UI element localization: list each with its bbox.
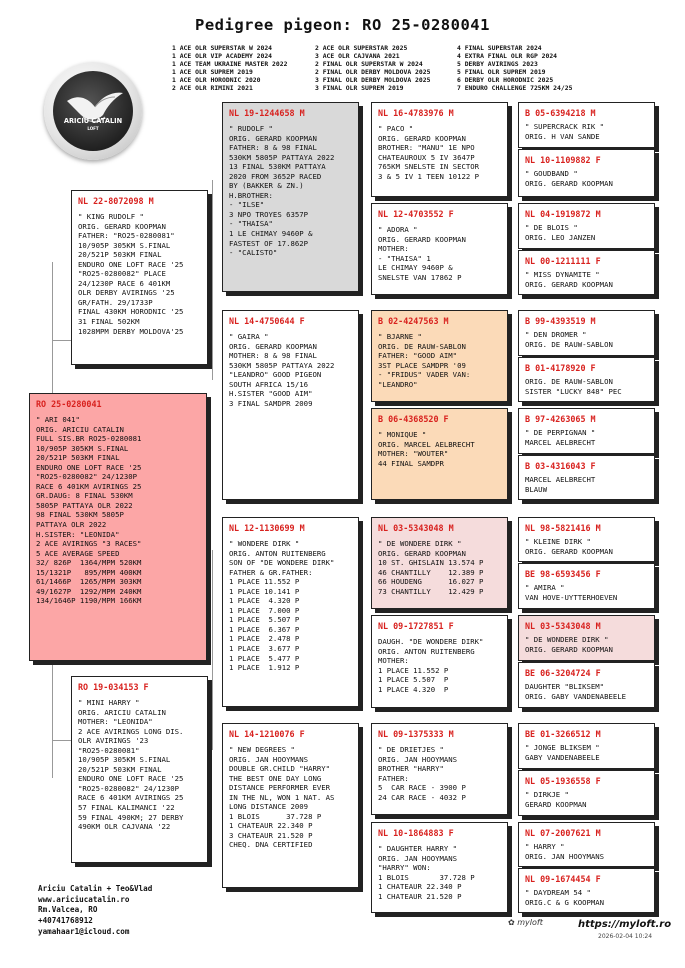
achievements-col-1 <box>172 44 287 93</box>
ring-number: B 05-6394218 M <box>525 108 596 118</box>
pigeon-info: " GAIRA " ORIG. GERARD KOOPMAN MOTHER: 8 & 98 FINAL 530KM 5805P PATTAYA 2022 "LEANDRO" GOOD PIGEON SOUTH AFRICA 15/16 H.SISTER "GOOD AIM" 3 FINAL SAMDPR 2009 <box>229 332 335 408</box>
connector-line <box>510 220 511 260</box>
ring-number: NL 10-1109882 F <box>525 155 601 165</box>
ring-number: NL 03-5343048 M <box>378 523 454 533</box>
pigeon-card-gggp[interactable] <box>518 149 655 197</box>
owner-contact: Ariciu Catalin + Teo&Vlad www.ariciucatalin.ro Rm.Valcea, RO +40741768912 yamahaar1@icloud.com <box>38 884 153 936</box>
pigeon-card-gggp[interactable] <box>518 723 655 769</box>
connector-line <box>510 640 511 670</box>
ring-number: NL 09-1375333 M <box>378 729 454 739</box>
connector-line <box>362 355 363 430</box>
pigeon-info: ORIG. DE RAUW-SABLON SISTER "LUCKY 848" PEC <box>525 377 622 396</box>
pigeon-card-gggp[interactable] <box>518 310 655 356</box>
pigeon-card-ggp[interactable] <box>371 822 508 913</box>
achievement: 1 ACE OLR HORODNIC 2020 <box>172 76 261 85</box>
pigeon-icon: ✿ <box>508 918 515 927</box>
pigeon-card-ggp[interactable] <box>371 408 508 500</box>
achievement: 4 FINAL SUPERSTAR 2024 <box>457 44 542 52</box>
achievement: 2 FINAL OLR SUPERSTAR W 2024 <box>315 60 423 69</box>
achievement: 2 ACE OLR SUPERSTAR 2025 <box>315 44 408 52</box>
achievements-col-3 <box>457 44 572 93</box>
ring-number: B 06-4368520 F <box>378 414 449 424</box>
pigeon-info: " MINI HARRY " ORIG. ARICIU CATALIN MOTHER: "LEONIDA" 2 ACE AVIRINGS LONG DIS. OLR AVIRINGS '23 "RO25-0280081" 10/905P 305KM S.FINAL 20/521P 503KM FINAL ENDURO ONE LOFT RACE '25 "RO25-0280082" 24/1230P RACE 6 401KM AVIRINGS 25 57 FINAL KALIMANCI '22 59 FINAL 490KM; 27 DERBY 490KM OLR CAJVANA '22 <box>78 698 184 832</box>
pigeon-info: " DEN DROMER " ORIG. DE RAUW-SABLON <box>525 330 613 349</box>
connector-line <box>510 425 511 455</box>
connector-line <box>362 560 363 670</box>
ring-number: RO 19-034153 F <box>78 682 149 692</box>
ring-number: BE 01-3266512 M <box>525 729 601 739</box>
pigeon-card-gggp[interactable] <box>518 250 655 295</box>
achievements-col-2 <box>315 44 430 93</box>
pigeon-card-ggp[interactable] <box>371 517 508 609</box>
connector-line <box>212 550 213 750</box>
pigeon-card-gggp[interactable] <box>518 517 655 562</box>
ring-number: NL 12-1130699 M <box>229 523 305 533</box>
pigeon-info: " MISS DYNAMITE " ORIG. GERARD KOOPMAN <box>525 270 613 289</box>
website-link[interactable]: https://myloft.ro <box>578 919 672 930</box>
pigeon-info: " MONIQUE " ORIG. MARCEL AELBRECHT MOTHER: "WOUTER" 44 FINAL SAMDPR <box>378 430 475 468</box>
pigeon-info: " KLEINE DIRK " ORIG. GERARD KOOPMAN <box>525 537 613 556</box>
achievement: 3 FINAL OLR DERBY MOLDOVA 2025 <box>315 76 431 85</box>
pigeon-card-gggp[interactable] <box>518 357 655 402</box>
pigeon-info: " PACO " ORIG. GERARD KOOPMAN BROTHER: "MANU" 1E NPO CHATEAUROUX 5 IV 3647P 765KM SNELSTE IN SECTOR 3 & 5 IV 1 TEEN 10122 P <box>378 124 480 181</box>
achievement: 5 FINAL OLR SUPREM 2019 <box>457 68 546 77</box>
ring-number: NL 09-1727851 F <box>378 621 454 631</box>
ring-number: NL 14-1210076 F <box>229 729 305 739</box>
pigeon-info: " ARI 041" ORIG. ARICIU CATALIN FULL SIS.BR RO25-0280081 10/905P 305KM S.FINAL 20/521P 503KM FINAL ENDURO ONE LOFT RACE '25 "RO25-0280082" 24/1230P RACE 6 401KM AVIRINGS 25 GR.DAUG: 8 FINAL 530KM 5805P PATTAYA OLR 2022 98 FINAL 530KM 5805P PATTAYA OLR 2022 H.SISTER: "LEONIDA" 2 ACE AVIRINGS "3 RACES" 5 ACE AVERAGE SPEED 32/ 826P 1364/MPM 520KM 15/1321P 895/MPM 400KM 61/1466P 1265/MPM 303KM 49/1627P 1292/MPM 240KM 134/1646P 1190/MPM 166KM <box>36 415 142 606</box>
pigeon-info: " DE WONDERE DIRK " ORIG. GERARD KOOPMAN <box>525 635 613 654</box>
pigeon-info: " DAUGHTER HARRY " ORIG. JAN HOOYMANS "HARRY" WON: 1 BLOIS 37.728 P 1 CHATEAUR 22.340 P 1 CHATEAUR 21.520 P <box>378 844 475 901</box>
connector-line <box>510 330 511 360</box>
ring-number: B 99-4393519 M <box>525 316 596 326</box>
pigeon-info: " DE PERPIGNAN " MARCEL AELBRECHT <box>525 428 596 447</box>
connector-line <box>52 340 72 341</box>
ring-number: NL 04-1919872 M <box>525 209 601 219</box>
pigeon-info: " DE BLOIS " ORIG. LEO JANZEN <box>525 223 596 242</box>
pigeon-info: " DIRKJE " GERARD KOOPMAN <box>525 790 587 809</box>
connector-line <box>52 740 72 741</box>
ring-number: NL 09-1674454 F <box>525 874 601 884</box>
pigeon-card-gggp[interactable] <box>518 615 655 661</box>
pigeon-info: " GOUDBAND " ORIG. GERARD KOOPMAN <box>525 169 613 188</box>
pigeon-card-ggp[interactable] <box>371 615 508 708</box>
pigeon-card-gggp[interactable] <box>518 822 655 867</box>
ring-number: NL 03-5343048 M <box>525 621 601 631</box>
ring-number: NL 00-1211111 F <box>525 256 601 266</box>
ring-number: RO 25-0280041 <box>36 399 102 409</box>
ring-number: B 97-4263065 M <box>525 414 596 424</box>
pigeon-card-dam[interactable] <box>71 676 208 863</box>
pigeon-info: " AMIRA " VAN HOVE-UYTTERHOEVEN <box>525 583 618 602</box>
pigeon-card-gggp[interactable] <box>518 408 655 454</box>
ring-number: BE 98-6593456 F <box>525 569 601 579</box>
connector-line <box>510 540 511 570</box>
pigeon-card-sire-sire[interactable] <box>222 102 359 292</box>
pigeon-card-sire-dam[interactable] <box>222 310 359 500</box>
pigeon-info: " RUDOLF " ORIG. GERARD KOOPMAN FATHER: 8 & 98 FINAL 530KM 5805P PATTAYA 2022 13 FINAL 530KM PATTAYA 2020 FROM 3652P RACED BY (BAKKER & ZN.) H.BROTHER: - "ILSE" 3 NPO TROYES 6357P - "THAISA" 1 LE CHIMAY 9460P & FASTEST OF 17.862P - "CALISTO" <box>229 124 335 258</box>
pigeon-info: " ADORA " ORIG. GERARD KOOPMAN MOTHER: - "THAISA" 1 LE CHIMAY 9460P & SNELSTE VAN 17862 P <box>378 225 466 282</box>
ring-number: NL 98-5821416 M <box>525 523 601 533</box>
pigeon-card-subject[interactable] <box>29 393 207 661</box>
connector-line <box>362 760 363 870</box>
connector-line <box>510 745 511 775</box>
achievement: 1 ACE OLR VIP ACADEMY 2024 <box>172 52 273 61</box>
ring-number: B 03-4316043 F <box>525 461 596 471</box>
pigeon-card-ggp[interactable] <box>371 310 508 402</box>
pigeon-info: DAUGH. "DE WONDERE DIRK" ORIG. ANTON RUITENBERG MOTHER: 1 PLACE 11.552 P 1 PLACE 5.507 P 1 PLACE 4.320 P <box>378 637 484 694</box>
achievement: 1 ACE TEAM UKRAINE MASTER 2022 <box>172 60 288 69</box>
connector-line <box>362 150 363 270</box>
pigeon-card-gggp[interactable] <box>518 563 655 609</box>
pigeon-info: " DAYDREAM 54 " ORIG.C & G KOOPMAN <box>525 888 605 907</box>
achievement: 5 DERBY AVIRINGS 2023 <box>457 60 538 69</box>
brand-name: myloft <box>517 918 543 927</box>
pigeon-card-gggp[interactable] <box>518 868 655 913</box>
ring-number: NL 05-1936558 F <box>525 776 601 786</box>
pigeon-info: " HARRY " ORIG. JAN HOOYMANS <box>525 842 605 861</box>
achievement: 1 ACE OLR SUPREM 2019 <box>172 68 253 77</box>
logo-name: ARICIU CATALIN <box>63 117 123 125</box>
pigeon-info: " KING RUDOLF " ORIG. GERARD KOOPMAN FATHER: "RO25-0280081" 10/905P 305KM S.FINAL 20/521P 503KM FINAL ENDURO ONE LOFT RACE '25 "RO25-0280082" PLACE 24/1230P RACE 6 401KM OLR DERBY AVIRINGS '25 GR/FATH. 29/1733P FINAL 430KM HORODNIC '25 31 FINAL 502KM 1028MPM DERBY MOLDOVA'25 <box>78 212 184 336</box>
pigeon-info: " SUPERCRACK RIK " ORIG. H VAN SANDE <box>525 122 605 141</box>
ring-number: NL 16-4783976 M <box>378 108 454 118</box>
pigeon-card-sire[interactable] <box>71 190 208 365</box>
ring-number: NL 07-2007621 M <box>525 828 601 838</box>
ring-number: NL 19-1244658 M <box>229 108 305 118</box>
ring-number: B 01-4178920 F <box>525 363 596 373</box>
loft-logo <box>44 62 142 160</box>
pigeon-card-ggp[interactable] <box>371 203 508 295</box>
achievement: 4 EXTRA FINAL OLR RGP 2024 <box>457 52 558 61</box>
page-title: Pedigree pigeon: RO 25-0280041 <box>195 16 490 34</box>
pigeon-info: " DE WONDERE DIRK " ORIG. GERARD KOOPMAN 10 ST. GHISLAIN 13.574 P 46 CHANTILLY 12.389 P 66 HOUDENG 16.027 P 73 CHANTILLY 12.429 P <box>378 539 484 596</box>
pigeon-emblem-icon <box>53 71 133 151</box>
connector-line <box>52 262 53 394</box>
achievement: 1 ACE OLR SUPERSTAR W 2024 <box>172 44 273 52</box>
pigeon-card-gggp[interactable] <box>518 203 655 249</box>
connector-line <box>510 840 511 870</box>
print-date: 2026-02-04 10:24 <box>598 933 653 940</box>
pigeon-info: " NEW DEGREES " ORIG. JAN HOOYMANS DOUBLE GR.CHILD "HARRY" THE BEST ONE DAY LONG DISTANCE PERFORMER EVER IN THE NL, WON 1 NAT. AS LONG DISTANCE 2009 1 BLOIS 37.728 P 1 CHATEAUR 22.340 P 3 CHATEAUR 21.520 P CHEQ. DNA CERTIFIED <box>229 745 335 850</box>
pigeon-info: MARCEL AELBRECHT BLAUW <box>525 475 596 494</box>
ring-number: NL 10-1864883 F <box>378 828 454 838</box>
achievement: 2 ACE OLR RIMINI 2021 <box>172 84 253 93</box>
achievement: 3 FINAL OLR SUPREM 2019 <box>315 84 404 93</box>
pigeon-info: DAUGHTER "BLIKSEM" ORIG. GABY VANDENABEELE <box>525 682 627 701</box>
connector-line <box>510 120 511 160</box>
pigeon-card-dam-sire[interactable] <box>222 517 359 707</box>
pigeon-info: " WONDERE DIRK " ORIG. ANTON RUITENBERG SON OF "DE WONDERE DIRK" FATHER & GR.FATHER: 1 PLACE 11.552 P 1 PLACE 10.141 P 1 PLACE 4.320 P 1 PLACE 7.000 P 1 PLACE 5.507 P 1 PLACE 6.367 P 1 PLACE 2.478 P 1 PLACE 3.677 P 1 PLACE 5.477 P 1 PLACE 1.912 P <box>229 539 335 673</box>
ring-number: NL 12-4703552 F <box>378 209 454 219</box>
ring-number: B 02-4247563 M <box>378 316 449 326</box>
pigeon-card-dam-dam[interactable] <box>222 723 359 888</box>
pigeon-card-gggp[interactable] <box>518 662 655 708</box>
connector-line <box>212 180 213 380</box>
ring-number: BE 06-3204724 F <box>525 668 601 678</box>
pigeon-info: " BJARNE " ORIG. DE RAUW-SABLON FATHER: "GOOD AIM" 3ST PLACE SAMDPR '09 - "FRIDUS" VADER VAN: "LEANDRO" <box>378 332 471 389</box>
pigeon-card-gggp[interactable] <box>518 455 655 500</box>
pigeon-card-ggp[interactable] <box>371 723 508 815</box>
pigeon-card-gggp[interactable] <box>518 770 655 816</box>
achievement: 3 ACE OLR CAJVANA 2021 <box>315 52 400 61</box>
ring-number: NL 14-4750644 F <box>229 316 305 326</box>
myloft-logo <box>508 918 543 927</box>
ring-number: NL 22-8072098 M <box>78 196 154 206</box>
pigeon-card-gggp[interactable] <box>518 102 655 148</box>
achievement: 6 DERBY OLR HORODNIC 2025 <box>457 76 554 85</box>
pigeon-card-ggp[interactable] <box>371 102 508 197</box>
achievement: 7 ENDURO CHALLENGE 725KM 24/25 <box>457 84 573 93</box>
achievement: 2 FINAL OLR DERBY MOLDOVA 2025 <box>315 68 431 77</box>
pigeon-info: " DE DRIETJES " ORIG. JAN HOOYMANS BROTHER "HARRY" FATHER: 5 CAR RACE - 3900 P 24 CAR RACE - 4032 P <box>378 745 466 802</box>
connector-line <box>52 658 53 778</box>
pigeon-info: " JONGE BLIKSEM " GABY VANDENABEELE <box>525 743 600 762</box>
logo-subtitle: LOFT <box>87 126 99 131</box>
